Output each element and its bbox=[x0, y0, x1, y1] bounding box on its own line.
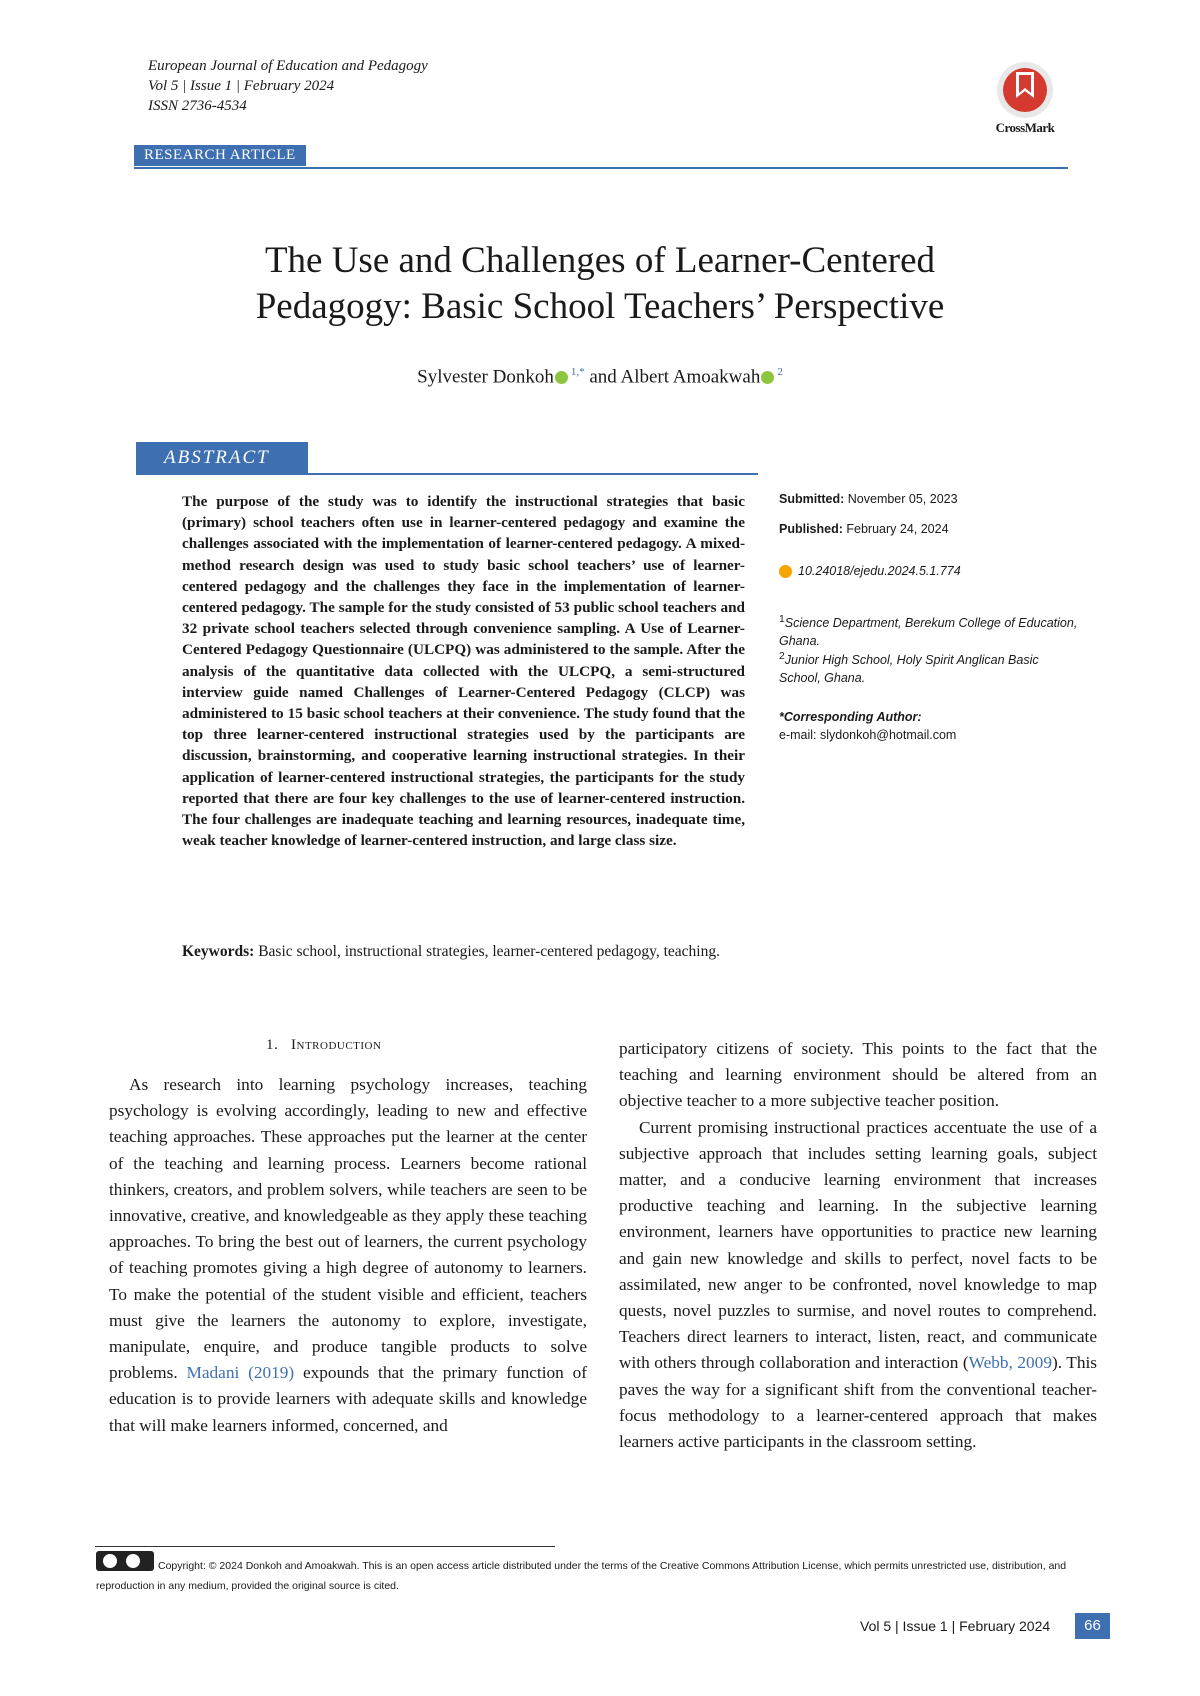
paragraph bbox=[109, 1072, 587, 1439]
submitted-value: November 05, 2023 bbox=[847, 492, 958, 506]
orcid-icon[interactable] bbox=[555, 371, 568, 384]
crossmark-badge[interactable] bbox=[985, 60, 1065, 140]
header-divider bbox=[134, 167, 1068, 169]
author-connector: and bbox=[589, 366, 617, 388]
affiliation-2 bbox=[779, 648, 1079, 687]
orcid-icon[interactable] bbox=[761, 371, 774, 384]
journal-issue: Vol 5 | Issue 1 | February 2024 bbox=[148, 78, 335, 94]
title-line-2: Pedagogy: Basic School Teachers’ Perspective bbox=[255, 286, 945, 327]
copyright-text: Copyright: © 2024 Donkoh and Amoakwah. This is an open access article distributed under the terms of the Creative Commons Attribution License, which permits unrestricted use, distribution, and reproduction in any medium, provided the original source is cited. bbox=[96, 1560, 1067, 1592]
crossmark-label: CrossMark bbox=[995, 120, 1055, 135]
author-affiliation-sup: 2 bbox=[777, 366, 783, 378]
footnote-divider bbox=[95, 1546, 555, 1547]
doi-value: 10.24018/ejedu.2024.5.1.774 bbox=[798, 564, 961, 578]
keywords-label: Keywords: bbox=[182, 943, 255, 960]
article-type-tag: RESEARCH ARTICLE bbox=[134, 145, 306, 166]
section-title: Introduction bbox=[291, 1037, 382, 1053]
paragraph-text: Current promising instructional practices accentuate the use of a subjective approach that includes setting learning goals, subject matter, and a conducive learning environment that increases productive teaching and learning. In the subjective learning environment, learners have opportunities to practice new learning and gain new knowledge and skills to perfect, novel facts to be assimilated, new anger to be confronted, novel knowledge to map quests, novel puzzles to surmise, and novel routes to comprehend. Teachers direct learners to interact, listen, react, and communicate with others through collaboration and interaction ( bbox=[619, 1117, 1097, 1373]
published-label: Published: bbox=[779, 522, 843, 536]
author-list bbox=[100, 366, 1100, 388]
affiliation-1 bbox=[779, 611, 1079, 650]
author-affiliation-sup: 1,* bbox=[570, 366, 585, 378]
abstract-text: The purpose of the study was to identify the instructional strategies that basic (primary) school teachers often use in learner-centered pedagogy and examine the challenges associated with the implementation of learner-centered pedagogy. A mixed-method research design was used to study basic school teachers’ use of learner-centered pedagogy and the challenges they face in the implementation of learner-centered pedagogy. The sample for the study consisted of 53 public school teachers and 32 private school teachers selected through convenience sampling. A Use of Learner-Centered Pedagogy Questionnaire (ULCPQ) was administered to the sample. After the analysis of the quantitative data collected with the ULCPQ, a semi-structured interview guide named Challenges of Learner-Centered Pedagogy (CLCP) was administered to 15 basic school teachers at their convenience. The study found that the top three learner-centered instructional strategies used by the participants are discussion, brainstorming, and cooperative learning instructional strategies. In their application of learner-centered instructional strategies, the participants for the study reported that there are four key challenges to the use of learner-centered instruction. The four challenges are inadequate teaching and learning resources, inadequate time, weak teacher knowledge of learner-centered instruction, and large class size. bbox=[182, 493, 745, 850]
right-column bbox=[619, 1036, 1097, 1455]
section-heading-introduction bbox=[266, 1037, 381, 1054]
paper-title bbox=[100, 238, 1100, 330]
keywords-text: Basic school, instructional strategies, learner-centered pedagogy, teaching. bbox=[258, 943, 720, 960]
affiliation-text: Junior High School, Holy Spirit Anglican Basic School, Ghana. bbox=[779, 653, 1039, 686]
paragraph-text: As research into learning psychology increases, teaching psychology is evolving accordingly, leading to new and effective teaching approaches. These approaches put the learner at the center of the teaching and learning process. Learners become rational thinkers, creators, and problem solvers, while teachers are seen to be innovative, creative, and knowledgeable as they apply these teaching approaches. To bring the best out of learners, the current psychology of teaching promotes giving a high degree of autonomy to learners. To make the potential of the student visible and efficient, teachers must give the learners the autonomy to explore, investigate, manipulate, enquire, and produce tangible products to solve problems. bbox=[109, 1075, 587, 1383]
citation-link[interactable]: Madani (2019) bbox=[186, 1363, 295, 1383]
citation-link[interactable]: Webb, 2009 bbox=[968, 1353, 1052, 1373]
left-column bbox=[109, 1072, 587, 1439]
journal-header bbox=[148, 56, 428, 116]
crossmark-icon bbox=[985, 60, 1065, 122]
page-number: 66 bbox=[1075, 1613, 1110, 1639]
paragraph bbox=[619, 1115, 1097, 1456]
corresponding-label: *Corresponding Author: bbox=[779, 710, 922, 724]
submitted-date bbox=[779, 490, 958, 508]
copyright-notice bbox=[96, 1556, 1114, 1596]
doi-link[interactable] bbox=[779, 562, 961, 580]
corresponding-email[interactable]: e-mail: slydonkoh@hotmail.com bbox=[779, 728, 957, 742]
published-value: February 24, 2024 bbox=[846, 522, 949, 536]
author-name: Albert Amoakwah bbox=[620, 366, 761, 388]
abstract-divider bbox=[136, 473, 758, 475]
affiliation-sup: 1 bbox=[779, 614, 785, 625]
corresponding-author bbox=[779, 708, 956, 744]
paragraph-text: expounds that the primary function of education is to provide learners with adequate skills and knowledge that will make learners informed, concerned, and bbox=[109, 1363, 588, 1435]
keywords bbox=[182, 941, 745, 963]
doi-icon bbox=[779, 565, 792, 578]
footer-issue-info: Vol 5 | Issue 1 | February 2024 bbox=[860, 1618, 1051, 1634]
journal-issn: ISSN 2736-4534 bbox=[148, 98, 247, 114]
paragraph-continuation: participatory citizens of society. This points to the fact that the teaching and learning environment should be altered from an objective teacher to a more subjective teacher position. bbox=[619, 1039, 1097, 1111]
journal-name: European Journal of Education and Pedagogy bbox=[148, 58, 428, 74]
section-number: 1. bbox=[266, 1037, 279, 1053]
submitted-label: Submitted: bbox=[779, 492, 845, 506]
paragraph-text: ). This paves the way for a significant shift from the conventional teacher-focus methodology to a learner-centered approach that makes learners active participants in the classroom setting. bbox=[619, 1353, 1097, 1452]
published-date bbox=[779, 520, 949, 538]
affiliation-sup: 2 bbox=[779, 651, 785, 662]
author-name: Sylvester Donkoh bbox=[417, 366, 554, 388]
abstract-heading: ABSTRACT bbox=[136, 442, 308, 474]
affiliation-text: Science Department, Berekum College of Education, Ghana. bbox=[779, 616, 1078, 649]
title-line-1: The Use and Challenges of Learner-Centered bbox=[264, 240, 936, 281]
